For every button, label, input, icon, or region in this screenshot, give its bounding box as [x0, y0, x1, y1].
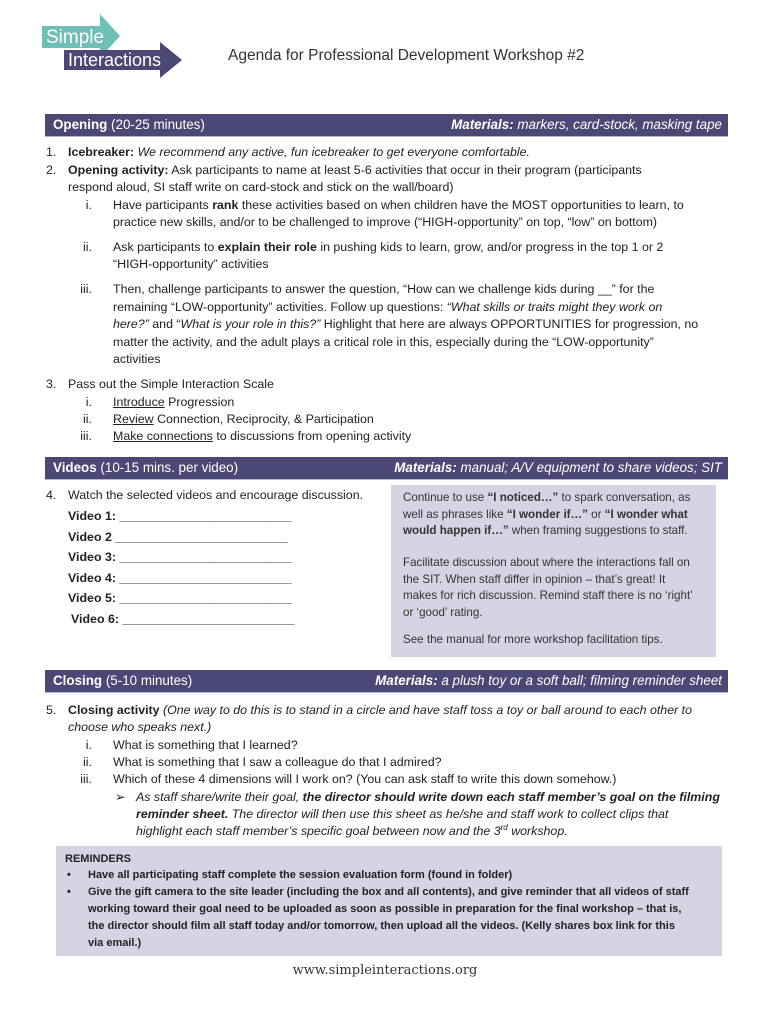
sit-review: Review Connection, Reciprocity, & Participation — [113, 412, 374, 426]
item-number: 1. — [46, 145, 57, 159]
item-sit: Pass out the Simple Interaction Scale — [68, 377, 274, 391]
opening-activity-text-line2: respond aloud, SI staff write on card-stock and stick on the wall/board) — [68, 180, 454, 194]
bullet-icon: • — [67, 869, 71, 881]
logo-line2: Interactions — [68, 50, 162, 70]
question-learned: What is something that I learned? — [113, 738, 298, 752]
bullet-icon: • — [67, 886, 71, 898]
sub-item-challenge-line5: activities — [113, 352, 161, 366]
video-line: Video 1: _________________________ — [68, 509, 292, 523]
closing-activity-line2: choose who speaks next.) — [68, 720, 212, 734]
opening-title: Opening — [53, 117, 108, 132]
reminder-camera-line3: the director should film all staff today and/or tomorrow, then upload all the videos. (Kelly shares box link for this — [88, 920, 675, 932]
reminder-evaluation: Have all participating staff complete the session evaluation form (found in folder) — [88, 869, 513, 881]
videos-time: (10-15 mins. per video) — [100, 460, 239, 475]
closing-section-bar — [45, 670, 728, 693]
item-number: 3. — [46, 377, 57, 391]
simple-interactions-logo — [40, 12, 185, 80]
roman-numeral: i. — [85, 738, 92, 752]
icebreaker-text: We recommend any active, fun icebreaker to get everyone comfortable. — [137, 145, 530, 159]
video-line: Video 3: _________________________ — [68, 550, 292, 564]
tip-facilitate: Facilitate discussion about where the interactions fall on the SIT. When staff differ in opinion – that’s great! It makes for rich discussion. Remind staff there is no ‘right’ or ‘good’ rating. — [403, 556, 693, 619]
sub-item-role: Ask participants to explain their role in pushing kids to learn, grow, and/or progress in the top 1 or 2 — [113, 240, 664, 254]
video-line: Video 5: _________________________ — [68, 591, 292, 605]
video-line: Video 4: _________________________ — [68, 571, 292, 585]
video-line: Video 6: _________________________ — [71, 612, 295, 626]
videos-title: Videos — [53, 460, 97, 475]
reminders-box — [56, 846, 722, 956]
video-line: Video 2 _________________________ — [68, 530, 288, 544]
sub-item-rank-line2: practice new skills, and/or to be challenged to improve (“HIGH-opportunity” on top, “low” on bottom) — [113, 215, 658, 229]
arrow-bullet-icon: ➢ — [115, 790, 126, 804]
logo-line1: Simple — [46, 27, 105, 48]
opening-materials: markers, card-stock, masking tape — [517, 117, 722, 132]
sit-connections: Make connections to discussions from opening activity — [113, 429, 412, 443]
roman-numeral: ii. — [83, 240, 92, 254]
sub-item-challenge-line2: remaining “LOW-opportunity” activities. Follow up questions: “What skills or traits might they work on — [113, 300, 663, 314]
item-opening-activity — [68, 162, 642, 180]
roman-numeral: iii. — [80, 772, 92, 786]
roman-numeral: iii. — [80, 429, 92, 443]
question-dimensions: Which of these 4 dimensions will I work on? (You can ask staff to write this down somehow.) — [113, 772, 617, 786]
goal-instruction-line2: reminder sheet. The director will then use this sheet as he/she and staff work to collect clips that — [136, 807, 669, 821]
videos-section-bar — [45, 457, 728, 480]
item-number: 2. — [46, 163, 57, 177]
closing-title: Closing — [53, 673, 103, 688]
facilitation-tips-box — [391, 485, 716, 657]
videos-materials-label: Materials: — [394, 460, 457, 475]
videos-materials: manual; A/V equipment to share videos; SIT — [460, 460, 722, 475]
reminder-camera-line4: via email.) — [88, 937, 142, 949]
sub-item-challenge-line4: matter the activity, and the adult plays a critical role in this, especially during the “LOW-opportunity” — [113, 335, 654, 349]
roman-numeral: iii. — [80, 282, 92, 296]
item-number: 4. — [46, 488, 57, 502]
sub-item-role-line2: “HIGH-opportunity” activities — [113, 257, 269, 271]
opening-time: (20-25 minutes) — [111, 117, 205, 132]
closing-time: (5-10 minutes) — [105, 673, 193, 688]
sub-item-rank: Have participants rank these activities based on when children have the MOST opportunities to learn, to — [113, 198, 684, 212]
goal-instruction-line3: highlight each staff member’s specific goal between now and the 3rd workshop. — [136, 822, 568, 838]
roman-numeral: ii. — [83, 412, 92, 426]
question-admired: What is something that I saw a colleague do that I admired? — [113, 755, 442, 769]
footer-website: www.simpleinteractions.org — [292, 963, 478, 978]
opening-materials-label: Materials: — [451, 117, 514, 132]
opening-activity-label: Opening activity: — [68, 163, 169, 177]
icebreaker-label: Icebreaker: — [68, 145, 135, 159]
item-icebreaker — [68, 144, 530, 162]
roman-numeral: ii. — [83, 755, 92, 769]
sub-item-challenge-line1: Then, challenge participants to answer the question, “How can we challenge kids during __” for the — [113, 282, 655, 296]
roman-numeral: i. — [85, 395, 92, 409]
opening-activity-text: Ask participants to name at least 5-6 activities that occur in their program (participants — [171, 163, 642, 177]
reminder-camera-line2: working toward their goal need to be uploaded as soon as possible in preparation for the final workshop – that is, — [88, 903, 682, 915]
tip-noticed: Continue to use “I noticed…” to spark conversation, as well as phrases like “I wonder if…” or “I wonder what would happen if…” when framing suggestions to staff. — [403, 491, 691, 537]
sub-item-challenge-line3: here?” and “What is your role in this?” Highlight that here are always OPPORTUNITIES for progression, no — [113, 317, 699, 331]
closing-materials-label: Materials: — [375, 673, 438, 688]
reminders-heading: REMINDERS — [65, 853, 132, 865]
item-number: 5. — [46, 703, 57, 717]
closing-materials: a plush toy or a soft ball; filming reminder sheet — [441, 673, 722, 688]
reminder-camera-line1: Give the gift camera to the site leader (including the box and all contents), and give reminder that all videos of staff — [88, 886, 689, 898]
goal-instruction-line1: As staff share/write their goal, the director should write down each staff member’s goal on the filming — [136, 790, 720, 804]
roman-numeral: i. — [85, 198, 92, 212]
item-closing-activity: Closing activity (One way to do this is to stand in a circle and have staff toss a toy or ball around to each other to — [68, 703, 692, 717]
opening-section-bar — [45, 114, 728, 137]
sit-introduce: Introduce Progression — [113, 395, 235, 409]
item-watch-videos: Watch the selected videos and encourage discussion. — [68, 488, 364, 502]
tip-manual: See the manual for more workshop facilitation tips. — [403, 633, 663, 646]
page-title: Agenda for Professional Development Workshop #2 — [228, 47, 585, 64]
